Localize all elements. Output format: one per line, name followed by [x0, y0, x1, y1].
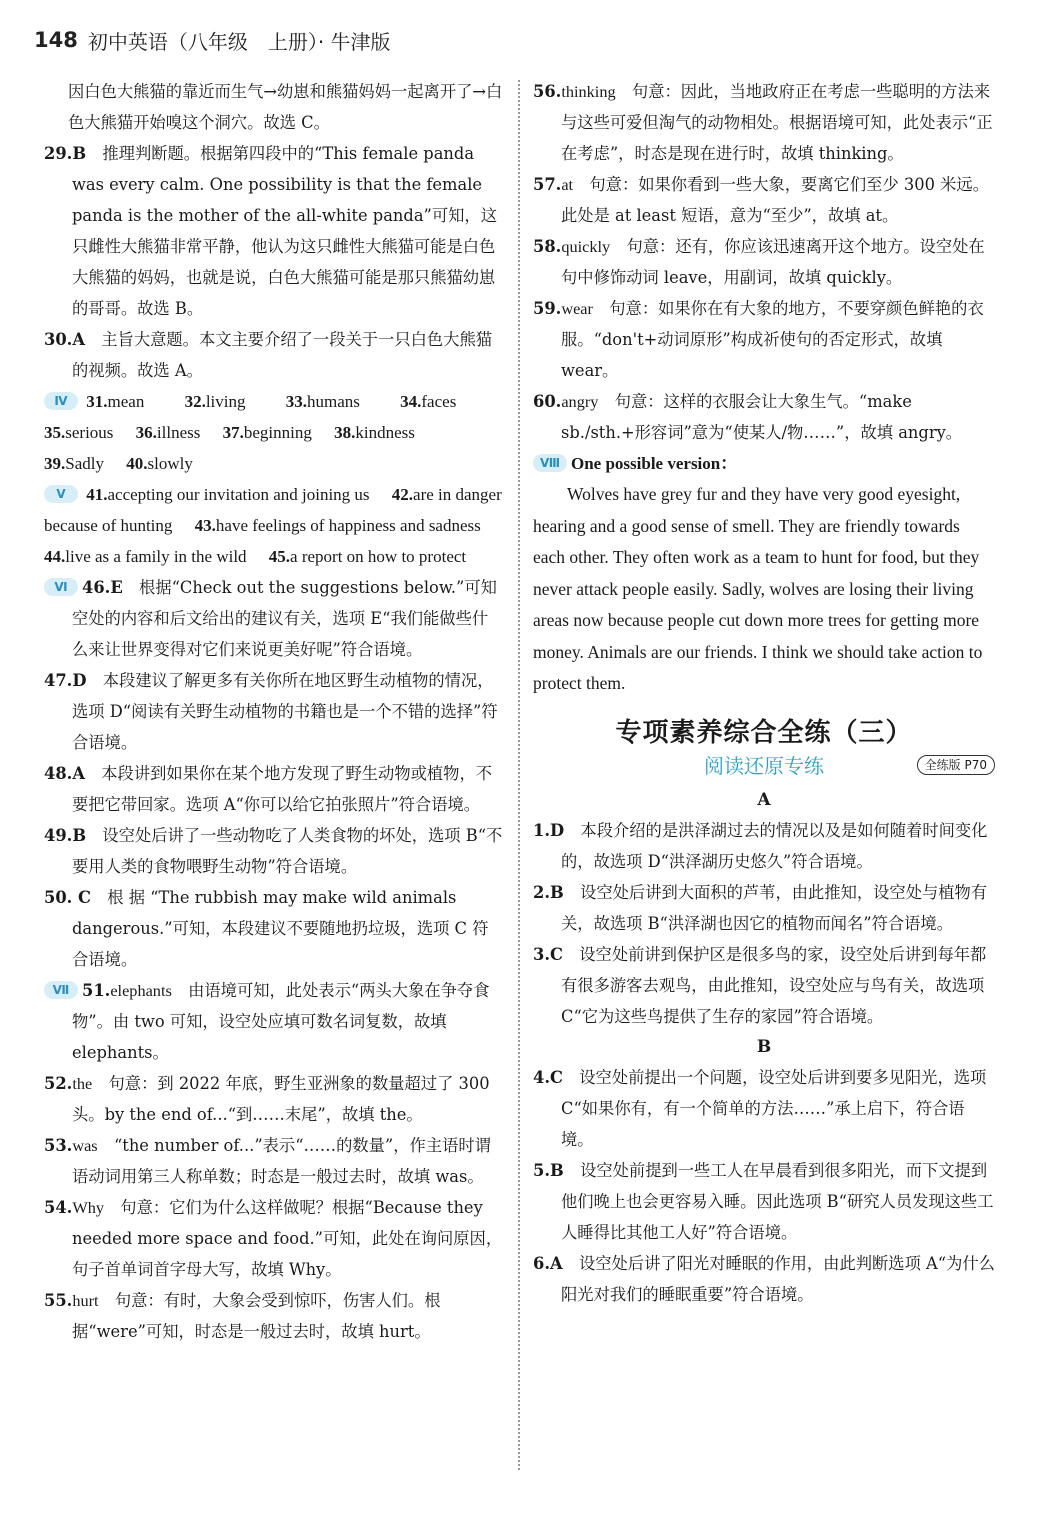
part-b-label: B	[756, 1036, 772, 1057]
explanation: 本段讲到如果你在某个地方发现了野生动物或植物，不要把它带回家。选项 A“你可以给它拍张照片”符合语境。	[72, 764, 493, 814]
explanation: 句意：因此，当地政府正在考虑一些聪明的方法来与这些可爱但淘气的动物相处。根据语境可知，此处表示“正在考虑”，时态是现在进行时，故填 thinking。	[561, 82, 993, 163]
section-badge-8: Ⅷ	[533, 454, 567, 472]
answer-number: 47.D	[44, 671, 87, 690]
page-reference-tag: 全练版 P70	[917, 755, 995, 775]
answer-6	[533, 1248, 995, 1310]
answer-57: 57.at 句意：如果你看到一些大象，要离它们至少 300 米远。此处是 at least 短语，意为“至少”，故填 at。	[533, 175, 989, 225]
answer-44: live as a family in the wild	[65, 547, 247, 566]
answer-number: 46.E	[82, 578, 123, 597]
explanation: 主旨大意题。本文主要介绍了一段关于一只白色大熊猫的视频。故选 A。	[72, 330, 493, 380]
answer-number: 29.B	[44, 144, 87, 163]
explanation: 本段介绍的是洪泽湖过去的情况以及是如何随着时间变化的，故选项 D“洪泽湖历史悠久”符合语境。	[561, 820, 988, 871]
right-column	[533, 76, 995, 1310]
answer-number: 6.A	[533, 1253, 563, 1273]
section-5-answers: Ⅴ 41.accepting our invitation and joining us 42.are in danger because of hunting 43.have feelings of happiness and sadness 44.live as a family in the wild 45.a report on how to protect	[44, 485, 502, 566]
section-title: 专项素养综合全练（三）	[615, 717, 913, 748]
answer-4	[533, 1062, 995, 1155]
answer-number: 4.C	[533, 1067, 563, 1087]
page-number: 148	[34, 28, 78, 52]
answer-48	[44, 758, 504, 820]
model-essay: Wolves have grey fur and they have very good eyesight, hearing and a good sense of smell. They are friendly towards each other. They often work as a team to hunt for food, but they never attack people easily. Sadly, wolves are losing their living areas now because people cut down more trees for getting more money. Animals are our friends. I think we should take action to protect them.	[533, 484, 983, 693]
answer-number: 50. C	[44, 888, 91, 907]
answer-54: 54.Why 句意：它们为什么这样做呢？根据“Because they needed more space and food.”可知，此处在询问原因，句子首单词首字母大写，故填 Why。	[44, 1198, 503, 1279]
answer-47	[44, 665, 504, 758]
answer-30	[44, 324, 504, 386]
answer-number: 49.B	[44, 826, 87, 845]
answer-35: serious	[65, 423, 114, 442]
answer-3	[533, 939, 995, 1032]
explanation: 设空处前提到一些工人在早晨看到很多阳光，而下文提到他们晚上也会更容易入睡。因此选项 B“研究人员发现这些工人睡得比其他工人好”符合语境。	[561, 1160, 994, 1242]
answer-number: 5.B	[533, 1160, 564, 1180]
answer-60: 60.angry 句意：这样的衣服会让大象生气。“make sb./sth.+形容词”意为“使某人/物……”，故填 angry。	[533, 392, 963, 442]
answer-1	[533, 815, 995, 877]
subsection-header	[533, 751, 995, 785]
answer-46	[44, 572, 504, 665]
explanation: 句意：这样的衣服会让大象生气。“make sb./sth.+形容词”意为“使某人/物……”，故填 angry。	[561, 392, 963, 442]
section-badge-6: Ⅵ	[44, 578, 78, 596]
answer-word: the	[72, 1074, 93, 1093]
answer-50	[44, 882, 504, 975]
explanation: 设空处前讲到保护区是很多鸟的家，设空处后讲到每年都有很多游客去观鸟，由此推知，设空处应与鸟有关，故选项 C“它为这些鸟提供了生存的家园”符合语境。	[561, 944, 987, 1026]
explanation: 设空处后讲了阳光对睡眠的作用，由此判断选项 A“为什么阳光对我们的睡眠重要”符合语境。	[561, 1253, 995, 1304]
section-badge-7: Ⅶ	[44, 981, 78, 999]
left-column	[44, 76, 504, 1347]
explanation: 本段建议了解更多有关你所在地区野生动植物的情况，选项 D“阅读有关野生动植物的书籍也是一个不错的选择”符合语境。	[72, 671, 498, 752]
writing-section	[533, 448, 995, 700]
explanation: 推理判断题。根据第四段中的“This female panda was every calm. One possibility is that the female panda is the mother of the all-white panda”可知，这只雌性大熊猫非常平静，他认为这只雌性大熊猫可能是白色大熊猫的妈妈，也就是说，白色大熊猫可能是那只熊猫幼崽的哥哥。故选 B。	[72, 144, 497, 318]
answer-39: Sadly	[65, 454, 104, 473]
answer-31: mean	[107, 392, 145, 411]
answer-38: kindness	[355, 423, 415, 442]
explanation: 由语境可知，此处表示“两头大象在争夺食物”。由 two 可知，设空处应填可数名词复数，故填 elephants。	[72, 981, 490, 1062]
answer-word: hurt	[72, 1291, 99, 1310]
answer-number: 3.C	[533, 944, 563, 964]
part-a-label: A	[757, 789, 771, 810]
intro-text: 因白色大熊猫的靠近而生气→幼崽和熊猫妈妈一起离开了→白色大熊猫开始嗅这个洞穴。故选 C。	[68, 82, 503, 132]
explanation: 设空处前提出一个问题，设空处后讲到要多见阳光，选项 C“如果你有，有一个简单的方法……”承上启下，符合语境。	[561, 1067, 987, 1149]
answer-2	[533, 877, 995, 939]
answer-5	[533, 1155, 995, 1248]
answer-word: quickly	[561, 237, 611, 256]
essay-label: One possible version：	[571, 454, 738, 473]
answer-word: elephants	[110, 981, 172, 1000]
section-badge-4: Ⅳ	[44, 392, 78, 410]
answer-55: 55.hurt 句意：有时，大象会受到惊吓，伤害人们。根据“were”可知，时态是一般过去时，故填 hurt。	[44, 1291, 441, 1341]
explanation: 设空处后讲到大面积的芦苇，由此推知，设空处与植物有关，故选项 B“洪泽湖也因它的植物而闻名”符合语境。	[561, 882, 988, 933]
page-header	[34, 20, 1009, 60]
section-4-answers: Ⅳ 31.mean 32.living 33.humans 34.faces 35.serious 36.illness 37.beginning 38.kindness 39.Sadly 40.slowly	[44, 392, 457, 473]
explanation: 句意：有时，大象会受到惊吓，伤害人们。根据“were”可知，时态是一般过去时，故填 hurt。	[72, 1291, 441, 1341]
explanation: 句意：它们为什么这样做呢？根据“Because they needed more space and food.”可知，此处在询问原因，句子首单词首字母大写，故填 Why。	[72, 1198, 503, 1279]
book-title: 初中英语（八年级 上册）· 牛津版	[87, 29, 391, 54]
answer-42: are in danger because of hunting	[44, 485, 502, 535]
answer-word: wear	[561, 299, 593, 318]
answer-number: 1.D	[533, 820, 565, 840]
explanation: 设空处后讲了一些动物吃了人类食物的坏处，选项 B“不要用人类的食物喂野生动物”符合语境。	[72, 826, 503, 876]
answer-45: a report on how to protect	[290, 547, 467, 566]
explanation: 根据“Check out the suggestions below.”可知空处的内容和后文给出的建议有关，选项 E“我们能做些什么来让世界变得对它们来说更美好呢”符合语境。	[72, 578, 497, 659]
answer-51: Ⅶ 51.elephants 由语境可知，此处表示“两头大象在争夺食物”。由 two 可知，设空处应填可数名词复数，故填 elephants。	[44, 975, 504, 1068]
explanation: 根 据 “The rubbish may make wild animals dangerous.”可知，本段建议不要随地扔垃圾，选项 C 符合语境。	[72, 888, 489, 969]
explanation: 句意：如果你看到一些大象，要离它们至少 300 米远。此处是 at least 短语，意为“至少”，故填 at。	[561, 175, 989, 225]
answer-32: living	[205, 392, 246, 411]
answer-number: 2.B	[533, 882, 564, 902]
answer-word: thinking	[561, 82, 616, 101]
answer-word: was	[72, 1136, 98, 1155]
column-divider	[518, 80, 520, 1470]
answer-number: 30.A	[44, 330, 85, 349]
answer-word: Why	[72, 1198, 104, 1217]
answer-43: have feelings of happiness and sadness	[215, 516, 481, 535]
answer-58: 58.quickly 句意：还有，你应该迅速离开这个地方。设空处在句中修饰动词 leave，用副词，故填 quickly。	[533, 237, 985, 287]
answer-36: illness	[156, 423, 201, 442]
answer-59: 59.wear 句意：如果你在有大象的地方，不要穿颜色鲜艳的衣服。“don't+动词原形”构成祈使句的否定形式，故填 wear。	[533, 299, 984, 380]
explanation: “the number of...”表示“……的数量”，作主语时谓语动词用第三人称单数；时态是一般过去时，故填 was。	[72, 1136, 491, 1186]
answer-41: accepting our invitation and joining us	[107, 485, 370, 504]
answer-word: at	[561, 175, 574, 194]
answer-56: 56.thinking 句意：因此，当地政府正在考虑一些聪明的方法来与这些可爱但淘气的动物相处。根据语境可知，此处表示“正在考虑”，时态是现在进行时，故填 thinking。	[533, 82, 993, 163]
answer-52: 52.the 句意：到 2022 年底，野生亚洲象的数量超过了 300 头。by the end of...“到……末尾”，故填 the。	[44, 1074, 490, 1124]
explanation: 句意：到 2022 年底，野生亚洲象的数量超过了 300 头。by the end of...“到……末尾”，故填 the。	[72, 1074, 490, 1124]
answer-49	[44, 820, 504, 882]
answer-34: faces	[421, 392, 457, 411]
answer-53: 53.was “the number of...”表示“……的数量”，作主语时谓语动词用第三人称单数；时态是一般过去时，故填 was。	[44, 1136, 491, 1186]
answer-word: angry	[561, 392, 599, 411]
answer-29	[44, 138, 504, 324]
section-badge-5: Ⅴ	[44, 485, 78, 503]
answer-37: beginning	[243, 423, 312, 442]
subsection-title: 阅读还原专练	[704, 753, 824, 778]
answer-40: slowly	[147, 454, 193, 473]
answer-number: 48.A	[44, 764, 85, 783]
answer-33: humans	[307, 392, 360, 411]
explanation: 句意：如果你在有大象的地方，不要穿颜色鲜艳的衣服。“don't+动词原形”构成祈使句的否定形式，故填 wear。	[561, 299, 984, 380]
explanation: 句意：还有，你应该迅速离开这个地方。设空处在句中修饰动词 leave，用副词，故填 quickly。	[561, 237, 985, 287]
